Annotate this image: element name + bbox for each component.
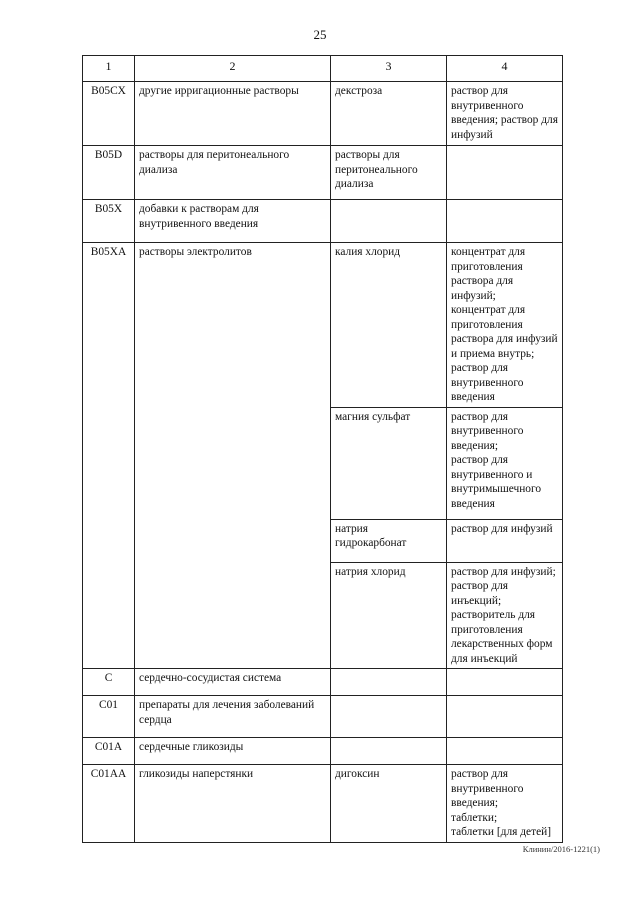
drug-cell: магния сульфат (331, 407, 447, 519)
atc-code-cell: B05D (83, 146, 135, 200)
group-cell: растворы для перитонеального диализа (135, 146, 331, 200)
form-cell (447, 765, 563, 843)
page-number: 25 (313, 27, 327, 42)
form-line: таблетки; (451, 811, 498, 824)
document-reference: Клинин/2016-1221(1) (522, 844, 600, 854)
form-line: раствор для инфузий; (451, 565, 556, 578)
table-row (83, 146, 563, 200)
form-cell (447, 82, 563, 146)
table-row (83, 243, 563, 408)
form-cell (447, 669, 563, 696)
form-cell (447, 146, 563, 200)
form-line: раствор для внутривенного введения; (451, 768, 524, 809)
form-line: растворитель для приготовления лекарственных форм для инъекций (451, 609, 553, 665)
drug-cell (331, 738, 447, 765)
form-cell (447, 562, 563, 669)
form-cell (447, 200, 563, 243)
form-line: раствор для инфузий (451, 522, 553, 535)
atc-code-cell: C01A (83, 738, 135, 765)
table-header-row (83, 56, 563, 82)
form-line: концентрат для приготовления раствора для инфузий; (451, 246, 526, 302)
atc-code-cell: B05CX (83, 82, 135, 146)
column-header: 1 (83, 56, 135, 82)
drug-cell: натрия хлорид (331, 562, 447, 669)
drug-cell (331, 669, 447, 696)
form-cell (447, 407, 563, 519)
group-cell: другие ирригационные растворы (135, 82, 331, 146)
form-line: раствор для инъекций; (451, 580, 509, 607)
drug-cell (331, 696, 447, 738)
form-cell (447, 243, 563, 408)
form-cell (447, 738, 563, 765)
group-cell: сердечные гликозиды (135, 738, 331, 765)
drug-cell: растворы для перитонеального диализа (331, 146, 447, 200)
table-row (83, 669, 563, 696)
form-cell (447, 696, 563, 738)
form-line: раствор для внутривенного введения; раствор для инфузий (451, 85, 558, 141)
atc-code-cell: C01AA (83, 765, 135, 843)
column-header: 2 (135, 56, 331, 82)
table-row (83, 696, 563, 738)
form-line: раствор для внутривенного введения; (451, 410, 524, 452)
table-row (83, 82, 563, 146)
group-cell: препараты для лечения заболеваний сердца (135, 696, 331, 738)
atc-code-cell: C01 (83, 696, 135, 738)
form-cell (447, 519, 563, 562)
drug-cell: натрия гидрокарбонат (331, 519, 447, 562)
medicines-table (82, 55, 563, 843)
drug-cell (331, 200, 447, 243)
column-header: 3 (331, 56, 447, 82)
form-line: раствор для внутривенного и внутримышечного введения (451, 454, 542, 510)
form-line: концентрат для приготовления раствора для инфузий и приема внутрь; (451, 304, 558, 360)
column-header: 4 (447, 56, 563, 82)
drug-cell: дигоксин (331, 765, 447, 843)
atc-code-cell: C (83, 669, 135, 696)
group-cell: гликозиды наперстянки (135, 765, 331, 843)
atc-code-cell: B05XA (83, 243, 135, 669)
table-row (83, 765, 563, 843)
group-cell: растворы электролитов (135, 243, 331, 669)
table-row (83, 200, 563, 243)
table-row (83, 738, 563, 765)
atc-code-cell: B05X (83, 200, 135, 243)
group-cell: сердечно-сосудистая система (135, 669, 331, 696)
form-line: раствор для внутривенного введения (451, 362, 524, 403)
drug-cell: калия хлорид (331, 243, 447, 408)
group-cell: добавки к растворам для внутривенного введения (135, 200, 331, 243)
form-line: таблетки [для детей] (451, 826, 552, 838)
drug-cell: декстроза (331, 82, 447, 146)
